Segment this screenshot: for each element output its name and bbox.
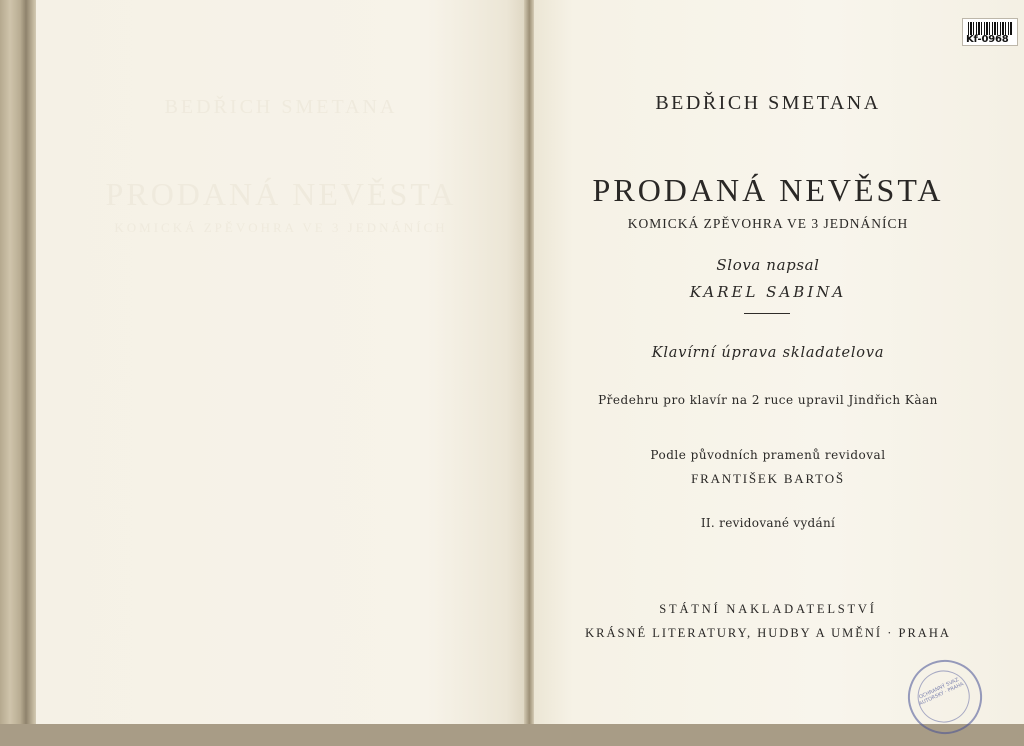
edition-note: II. revidované vydání <box>700 516 836 530</box>
librettist-name: KAREL SABINA <box>689 283 847 301</box>
show-through-line: PRODANÁ NEVĚSTA <box>105 176 457 212</box>
title-page <box>534 0 1024 724</box>
show-through-line: BEDŘICH SMETANA <box>164 96 398 118</box>
divider-rule <box>744 313 790 314</box>
work-title: PRODANÁ NEVĚSTA <box>592 172 944 208</box>
work-subtitle: KOMICKÁ ZPĚVOHRA VE 3 JEDNÁNÍCH <box>627 216 909 231</box>
overture-note: Předehru pro klavír na 2 ruce upravil Jindřich Kàan <box>598 393 938 407</box>
library-barcode-label <box>962 18 1018 46</box>
publisher-line-1: STÁTNÍ NAKLADATELSTVÍ <box>659 602 877 616</box>
show-through-line: KOMICKÁ ZPĚVOHRA VE 3 JEDNÁNÍCH <box>114 220 448 235</box>
revised-by-label: Podle původních pramenů revidoval <box>650 448 886 462</box>
publisher-line-2: KRÁSNÉ LITERATURY, HUDBY A UMĚNÍ · PRAHA <box>585 626 951 640</box>
shelfmark-number: Kf-0968 <box>966 34 1009 45</box>
piano-arrangement-note: Klavírní úprava skladatelova <box>651 345 885 361</box>
left-page <box>36 0 526 724</box>
reviser-name: FRANTIŠEK BARTOŠ <box>691 471 845 486</box>
stamp-text: OCHRANNÝ SVAZ AUTORSKÝ · PRAHA <box>918 676 965 708</box>
author-name: BEDŘICH SMETANA <box>655 92 881 114</box>
words-by-label: Slova napsal <box>716 256 820 274</box>
title-page-text-block <box>568 0 968 724</box>
